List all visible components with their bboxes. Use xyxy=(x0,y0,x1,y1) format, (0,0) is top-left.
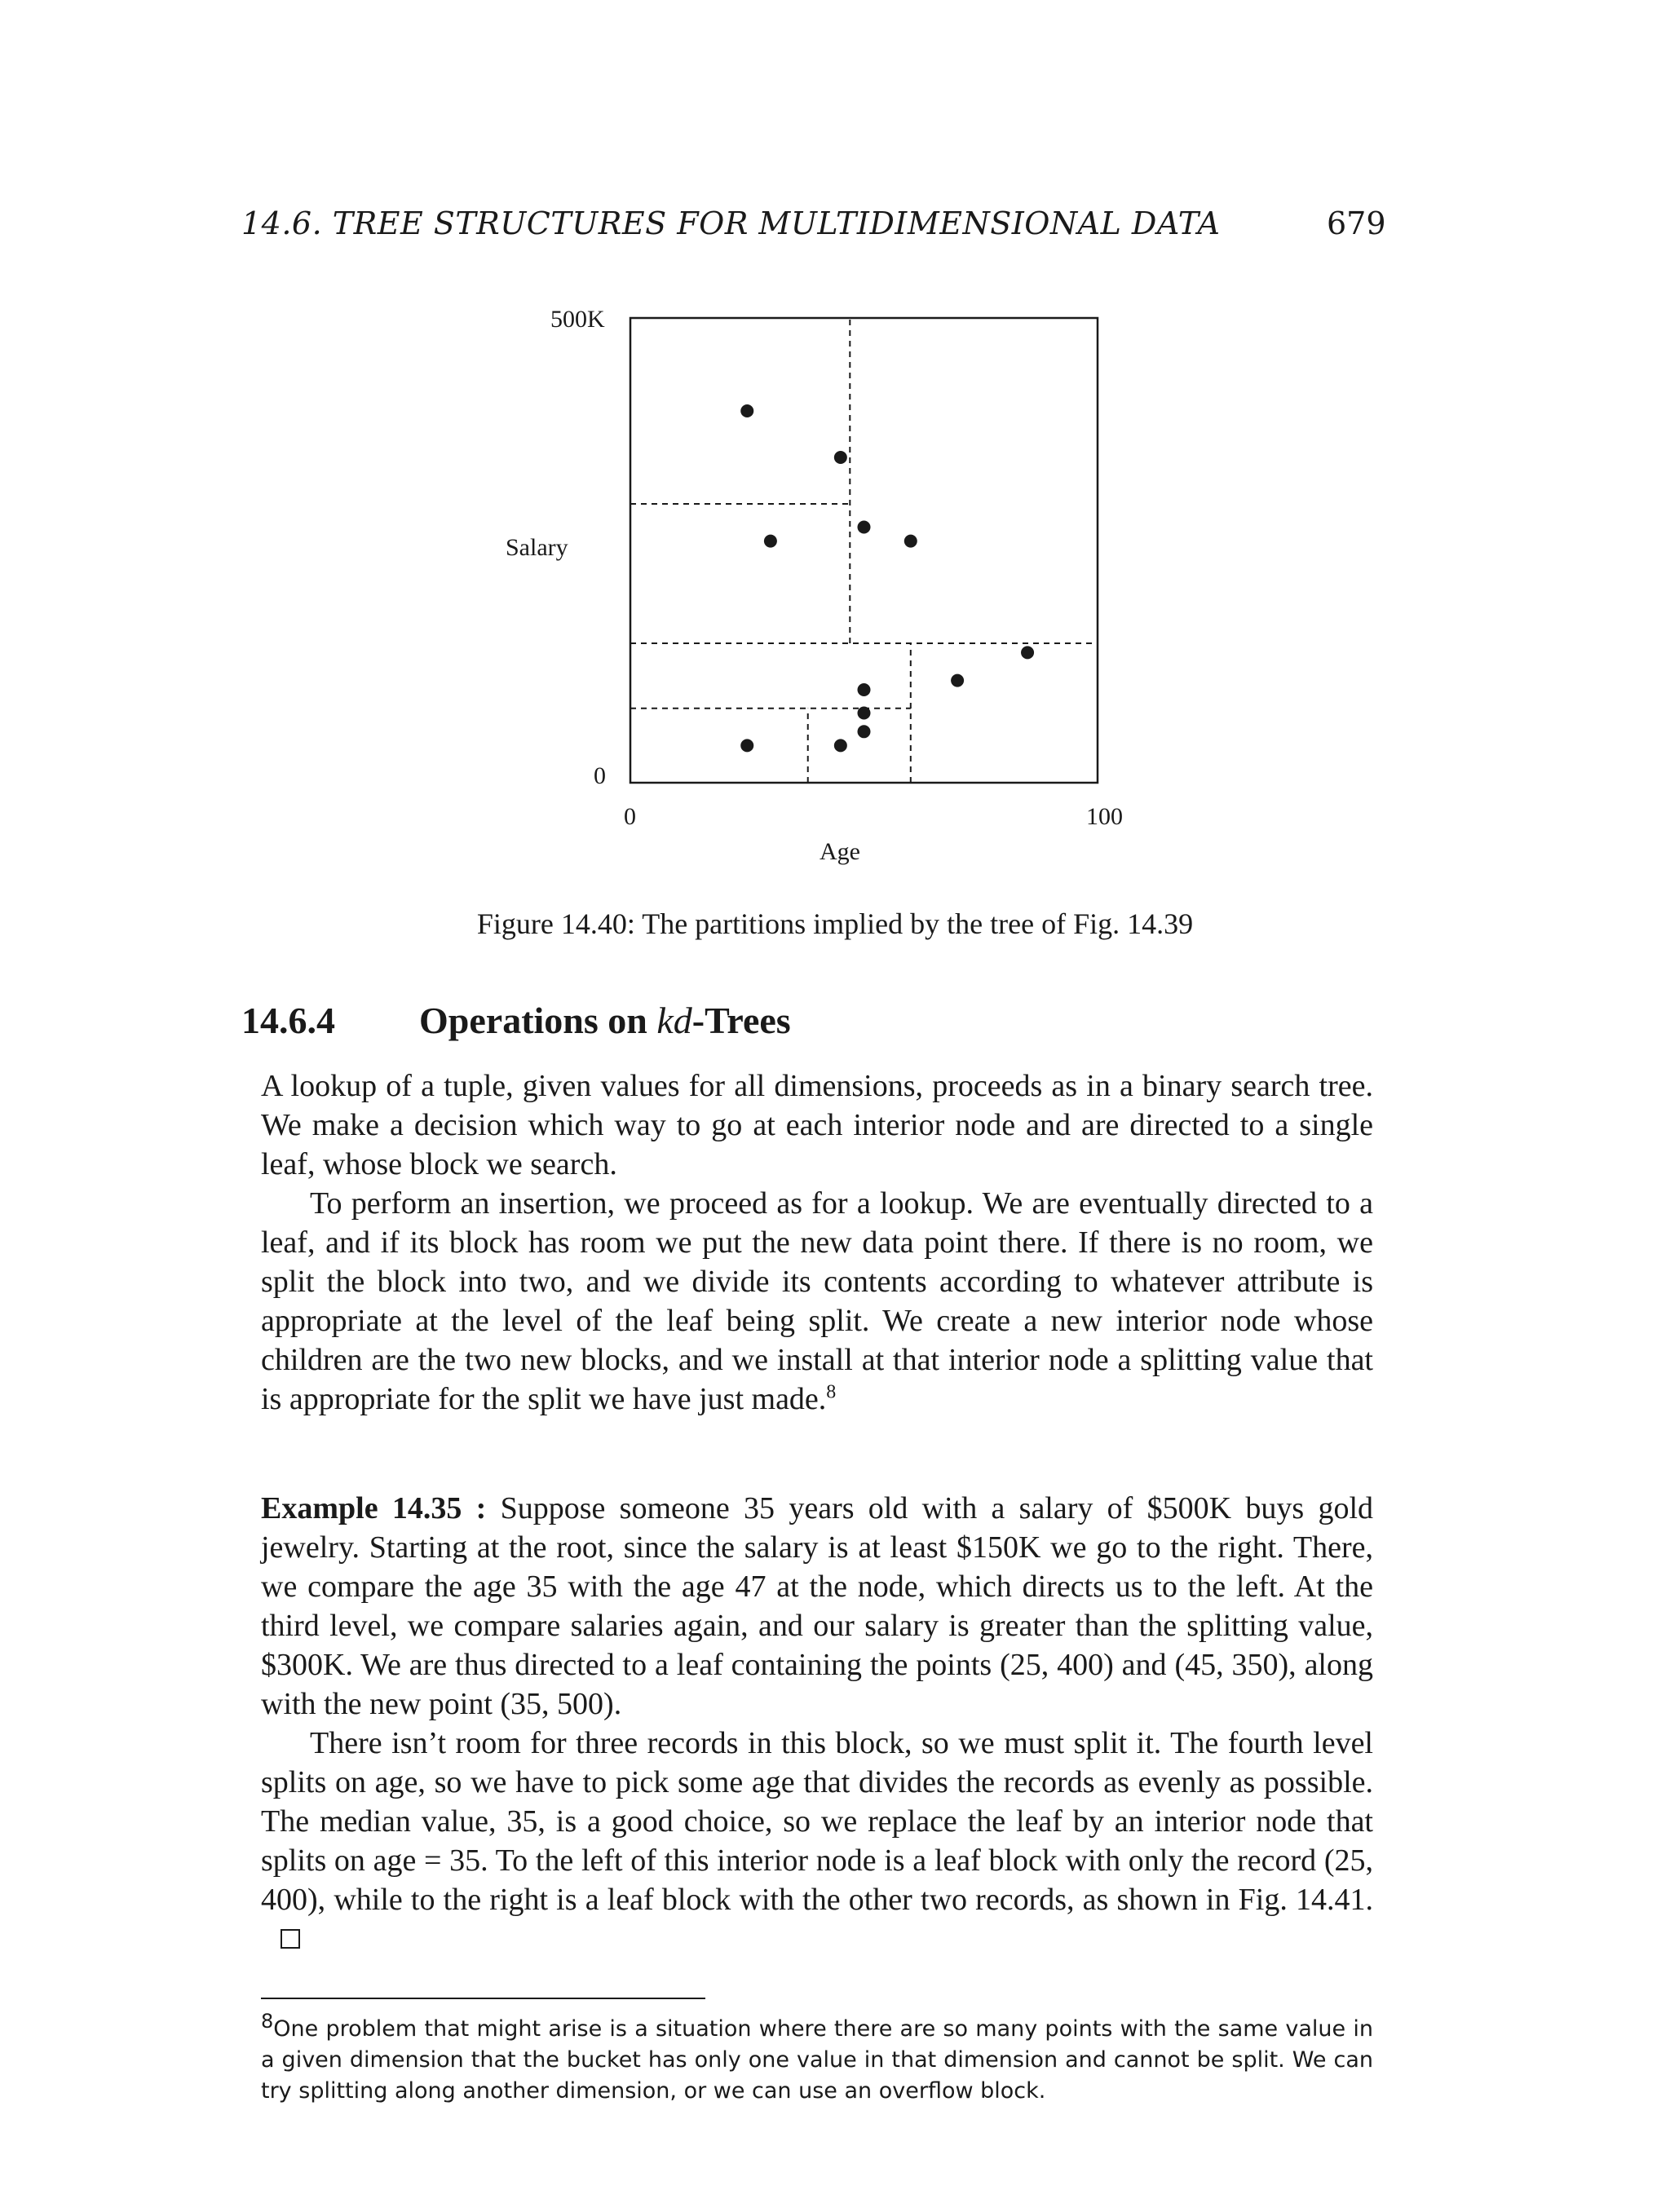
x-zero-label: 0 xyxy=(624,803,636,830)
paragraph-lookup: A lookup of a tuple, given values for all dimensions, proceeds as in a binary search tree. We make a decision which way to go at each interior node and are directed to a single leaf, whose block we search. xyxy=(261,1069,1373,1181)
footnote-number: 8 xyxy=(261,2010,274,2033)
footnote-mark: 8 xyxy=(826,1381,837,1403)
figure-caption: Figure 14.40: The partitions implied by the tree of Fig. 14.39 xyxy=(476,907,1194,940)
data-point-6 xyxy=(951,674,964,687)
data-point-4 xyxy=(858,521,871,534)
paragraph-insertion xyxy=(261,1184,1373,1419)
data-point-7 xyxy=(1021,646,1034,659)
footnote-text: One problem that might arise is a situation where there are so many points with the same value in a given dimension that the bucket has only one value in that dimension and cannot be split. We can try splitting along another dimension, or we can use an overflow block. xyxy=(261,2016,1373,2104)
data-point-3 xyxy=(764,535,777,548)
paragraph-split-text: There isn’t room for three records in this block, so we must split it. The fourth level splits on age, so we have to pick some age that divides the records as evenly as possible. The median value, 35, is a good choice, so we replace the leaf by an interior node that splits on age = 35. To the left of this interior node is a leaf block with only the record (25, 400), while to the right is a leaf block with the other two records, as shown in Fig. 14.41. xyxy=(261,1726,1373,1917)
data-point-8 xyxy=(858,683,871,696)
section-title-suffix: -Trees xyxy=(691,1000,791,1041)
data-point-5 xyxy=(904,535,917,548)
example-paragraph xyxy=(261,1489,1373,1724)
data-point-1 xyxy=(740,404,753,417)
footnote-rule xyxy=(261,1998,705,1999)
footnote xyxy=(261,2010,1373,2107)
y-zero-label: 0 xyxy=(594,762,606,789)
qed-box-icon xyxy=(281,1929,300,1949)
x-axis-label: Age xyxy=(820,838,860,865)
partition-figure xyxy=(489,294,1223,913)
data-point-2 xyxy=(834,451,847,464)
data-point-11 xyxy=(834,739,847,752)
y-top-label: 500K xyxy=(550,306,605,333)
section-title-italic: kd xyxy=(656,1000,692,1041)
section-heading xyxy=(241,999,791,1042)
data-point-9 xyxy=(858,707,871,720)
section-number: 14.6.4 xyxy=(241,1000,335,1041)
running-head: 14.6. TREE STRUCTURES FOR MULTIDIMENSIONAL DATA xyxy=(241,205,1221,241)
data-point-12 xyxy=(740,739,753,752)
data-point-10 xyxy=(858,725,871,738)
paragraph-split xyxy=(261,1724,1373,1958)
y-axis-label: Salary xyxy=(506,534,568,561)
page-number: 679 xyxy=(1327,205,1386,241)
example-label: Example 14.35 : xyxy=(261,1491,487,1525)
paragraph-insertion-text: To perform an insertion, we proceed as for a lookup. We are eventually directed to a leaf, and if its block has room we put the new data point there. If there is no room, we split the block into two, and we divide its contents according to whatever attribute is appropriate at the level of the leaf being split. We create a new interior node whose children are the two new blocks, and we install at that interior node a splitting value that is appropriate for the split we have just made. xyxy=(261,1186,1373,1416)
x-max-label: 100 xyxy=(1086,803,1123,830)
example-text: Suppose someone 35 years old with a salary of $500K buys gold jewelry. Starting at the root, since the salary is at least $150K we go to the right. There, we compare the age 35 with the age 47 at the node, which directs us to the left. At the third level, we compare salaries again, and our salary is greater than the splitting value, $300K. We are thus directed to a leaf containing the points (25, 400) and (45, 350), along with the new point (35, 500). xyxy=(261,1491,1373,1721)
section-title-prefix: Operations on xyxy=(419,1000,657,1041)
